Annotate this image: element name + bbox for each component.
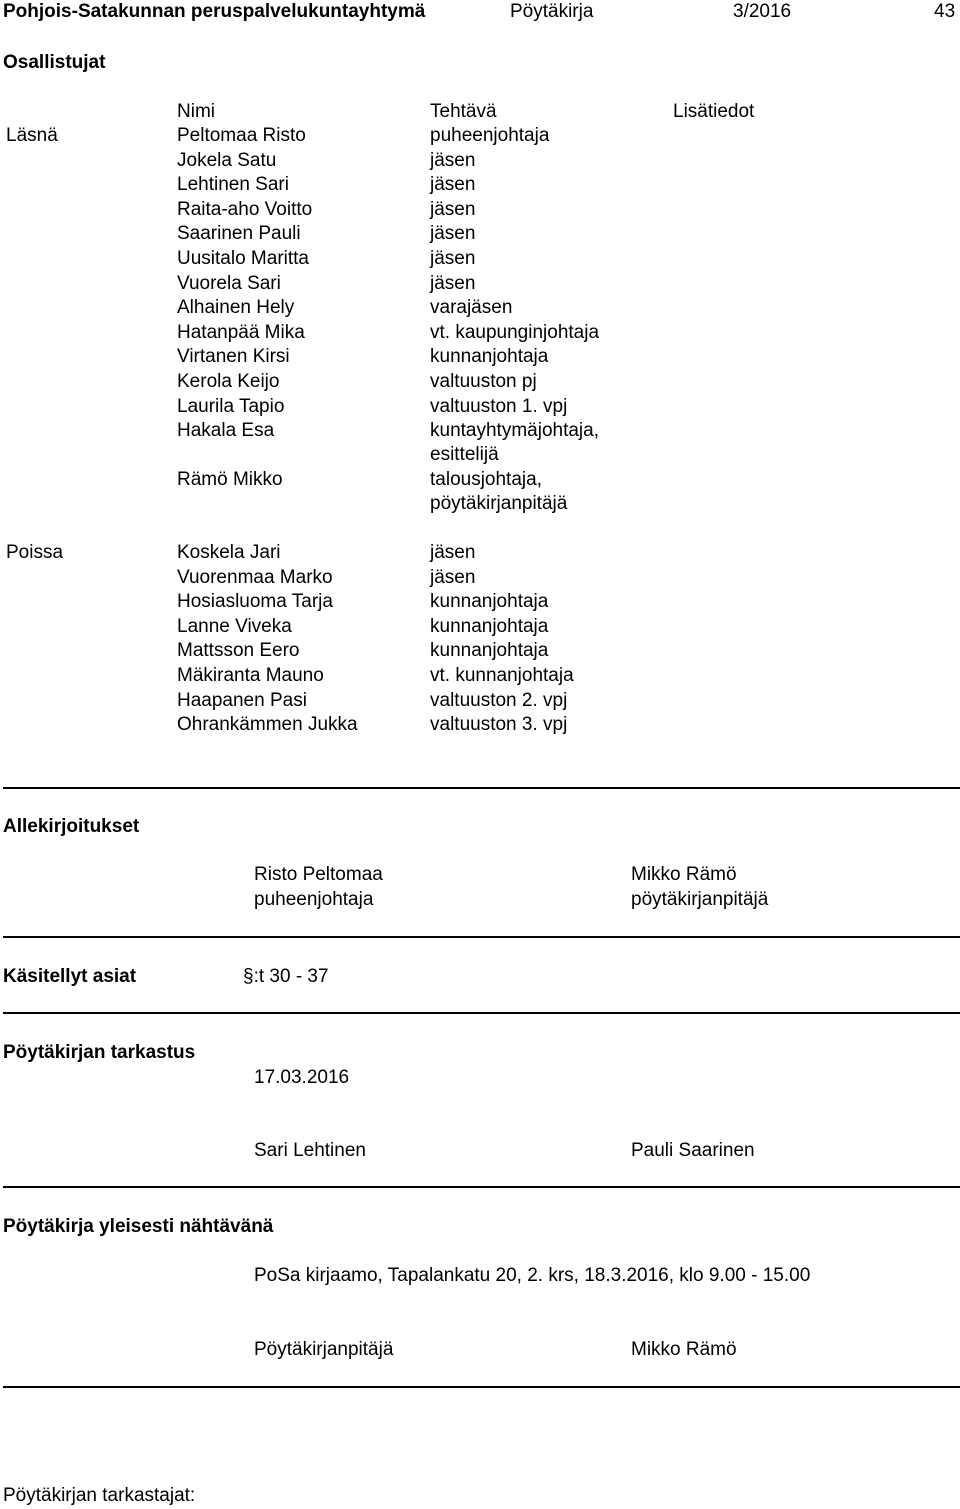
section-divider [3,1012,960,1014]
participant-role: jäsen [430,223,476,245]
status-absent-label: Poissa [6,542,64,563]
participant-name: Virtanen Kirsi [177,346,290,368]
document-number: 3/2016 [733,1,792,22]
column-header-name: Nimi [177,101,215,122]
participant-role: kunnanjohtaja [430,640,549,662]
reviewers-label: Pöytäkirjan tarkastajat: [3,1485,196,1506]
participant-name: Kerola Keijo [177,371,280,392]
participant-row [0,615,960,640]
participant-name: Haapanen Pasi [177,689,307,711]
participant-role: varajäsen [430,297,513,319]
participant-row [0,173,960,198]
participant-row [0,689,960,714]
participant-row [0,247,960,272]
participant-row [0,321,960,346]
participant-role: jäsen [430,198,476,220]
participant-role: valtuuston 3. vpj [430,714,568,736]
signatures-title: Allekirjoitukset [3,816,140,837]
signature-chair-role: puheenjohtaja [254,889,374,910]
column-header-extra: Lisätiedot [673,101,755,122]
participant-row [0,590,960,615]
participant-name: Hakala Esa [177,420,275,442]
participant-role: puheenjohtaja [430,125,550,146]
participant-role: valtuuston 2. vpj [430,689,568,711]
participant-role: kuntayhtymäjohtaja, [430,420,599,442]
review-title: Pöytäkirjan tarkastus [3,1042,196,1063]
participant-row [0,713,960,738]
participant-name: Mäkiranta Mauno [177,665,324,686]
participant-name: Saarinen Pauli [177,223,301,245]
participant-row [0,541,960,566]
public-person: Mikko Rämö [631,1339,737,1360]
participant-row [0,468,960,517]
participants-column-headers [0,100,960,125]
participant-role: valtuuston 1. vpj [430,395,568,417]
public-title: Pöytäkirja yleisesti nähtävänä [3,1216,274,1237]
participant-row [0,296,960,321]
participant-name: Laurila Tapio [177,395,285,417]
participant-row [0,272,960,297]
participant-row [0,639,960,664]
participant-name: Ohrankämmen Jukka [177,714,358,736]
participant-row [0,222,960,247]
signature-chair-name: Risto Peltomaa [254,864,383,885]
participant-name: Vuorenmaa Marko [177,566,333,588]
participant-role: jäsen [430,542,476,563]
section-divider [3,787,960,789]
reviewer-2: Pauli Saarinen [631,1140,755,1161]
participant-row [0,664,960,689]
participant-name: Koskela Jari [177,542,281,563]
participant-name: Lehtinen Sari [177,174,289,196]
participant-role: kunnanjohtaja [430,615,549,637]
participant-row [0,395,960,420]
participant-name: Hatanpää Mika [177,321,305,343]
signature-secretary-name: Mikko Rämö [631,864,737,885]
review-date: 17.03.2016 [254,1067,350,1088]
participant-role: jäsen [430,174,476,196]
participant-role: talousjohtaja, [430,469,542,491]
participant-name: Uusitalo Maritta [177,248,309,269]
participant-name: Rämö Mikko [177,469,283,491]
participant-name: Vuorela Sari [177,272,281,294]
participant-row [0,566,960,591]
participant-role-continued: esittelijä [430,444,499,466]
document-type: Pöytäkirja [510,1,594,22]
organization-name: Pohjois-Satakunnan peruspalvelukuntayhtymä [3,1,426,22]
participant-role: vt. kaupunginjohtaja [430,321,600,343]
participant-name: Mattsson Eero [177,640,300,662]
items-value: §:t 30 - 37 [243,966,329,987]
signature-secretary-role: pöytäkirjanpitäjä [631,889,769,910]
status-present-label: Läsnä [6,125,58,146]
items-title: Käsitellyt asiat [3,966,137,987]
participant-role: jäsen [430,248,476,269]
participant-role: vt. kunnanjohtaja [430,665,574,686]
participant-name: Peltomaa Risto [177,125,306,146]
participant-role: valtuuston pj [430,371,537,392]
participant-row [0,198,960,223]
participant-role: jäsen [430,566,476,588]
section-divider [3,1386,960,1388]
participant-name: Alhainen Hely [177,297,295,319]
participant-name: Raita-aho Voitto [177,198,313,220]
section-divider [3,936,960,938]
participant-role: kunnanjohtaja [430,346,549,368]
participant-name: Hosiasluoma Tarja [177,591,333,613]
reviewer-1: Sari Lehtinen [254,1140,366,1161]
participant-role-continued: pöytäkirjanpitäjä [430,493,568,515]
participant-name: Lanne Viveka [177,615,292,637]
column-header-role: Tehtävä [430,101,497,122]
public-place: PoSa kirjaamo, Tapalankatu 20, 2. krs, 18.3.2016, klo 9.00 - 15.00 [254,1265,811,1286]
participant-row [0,345,960,370]
participant-row [0,370,960,395]
participant-row [0,419,960,468]
public-role-label: Pöytäkirjanpitäjä [254,1339,394,1360]
participant-role: jäsen [430,149,476,171]
participants-title: Osallistujat [3,52,106,73]
participant-role: kunnanjohtaja [430,591,549,613]
participant-role: jäsen [430,272,476,294]
participant-row [0,149,960,174]
participant-name: Jokela Satu [177,149,277,171]
page-number: 43 [934,1,956,22]
section-divider [3,1186,960,1188]
participant-row [0,124,960,149]
